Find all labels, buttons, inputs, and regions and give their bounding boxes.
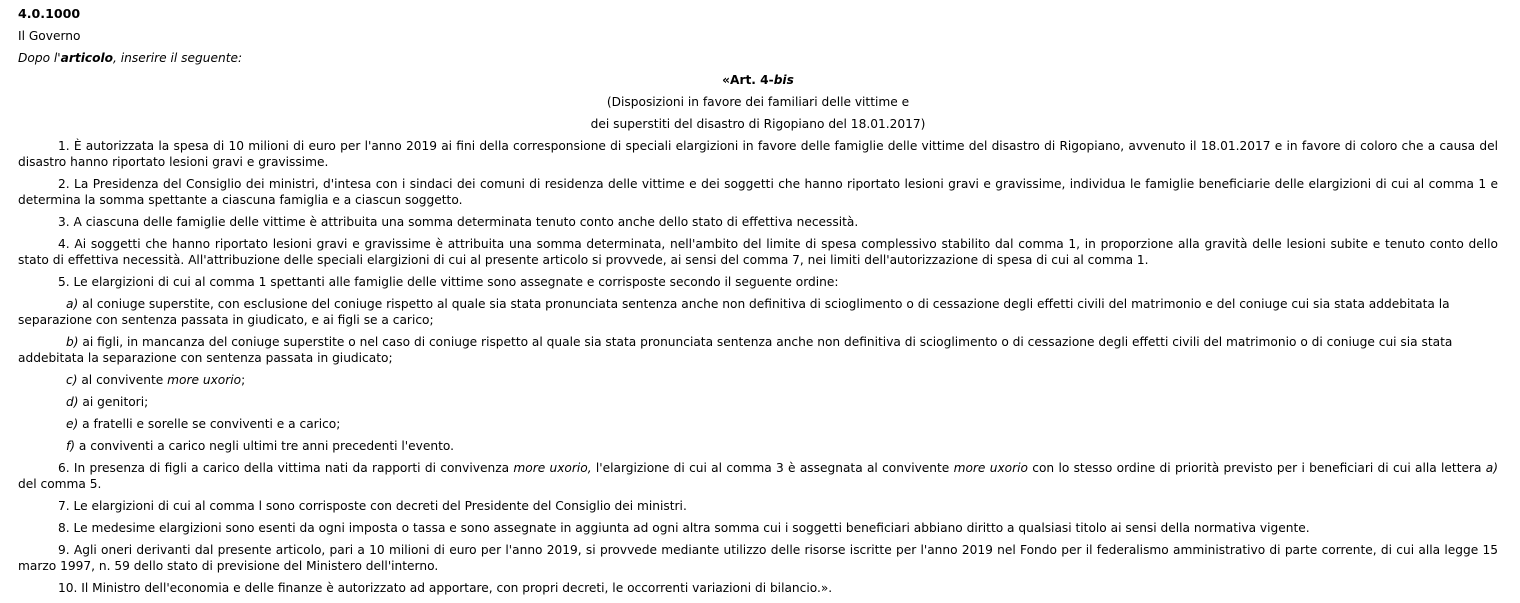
amendment-code: 4.0.1000 [18, 6, 81, 21]
article-title-prefix: «Art. 4- [722, 73, 774, 87]
p6-text-a: 6. In presenza di figli a carico della vittima nati da rapporti di convivenza [58, 461, 514, 475]
paragraph-5: 5. Le elargizioni di cui al comma 1 spettanti alle famiglie delle vittime sono assegnate e corrisposte secondo il seguente ordine: [58, 275, 839, 289]
p6-italic-b: more uxorio, [513, 461, 592, 475]
letter-f-label: f) [66, 439, 76, 453]
letter-c-text: al convivente [77, 373, 168, 387]
p6-italic-d: more uxorio [953, 461, 1028, 475]
letter-b-label: b) [66, 335, 79, 349]
letter-e [18, 416, 1498, 432]
letter-c-label: c) [66, 373, 78, 387]
paragraph-1: 1. È autorizzata la spesa di 10 milioni di euro per l'anno 2019 ai fini della corresponsione di speciali elargizioni in favore delle famiglie delle vittime del disastro di Rigopiano, avvenuto il 18.01.2017 e in favore di coloro che a causa del disastro hanno riportato lesioni gravi e gravissime. [18, 139, 1498, 169]
article-title [18, 72, 1498, 88]
letter-f-text: a conviventi a carico negli ultimi tre anni precedenti l'evento. [75, 439, 454, 453]
letter-d-label: d) [66, 395, 79, 409]
article-subtitle-line2: dei superstiti del disastro di Rigopiano del 18.01.2017) [590, 117, 926, 131]
letter-d-text: ai genitori; [78, 395, 149, 409]
intro-before: Dopo l' [18, 51, 61, 65]
letter-c [18, 372, 1498, 388]
letter-b-text: ai figli, in mancanza del coniuge superstite o nel caso di coniuge rispetto al quale sia stata pronunciata sentenza anche non definitiva di scioglimento o di cessazione degli effetti civili del matrimonio o di coniuge cui sia stata addebitata la separazione con sentenza passata in giudicato; [18, 335, 1453, 365]
letter-a-label: a) [66, 297, 79, 311]
paragraph-8: 8. Le medesime elargizioni sono esenti da ogni imposta o tassa e sono assegnate in aggiunta ad ogni altra somma cui i soggetti beneficiari abbiano diritto a qualsiasi titolo ai sensi della normativa vigente. [58, 521, 1310, 535]
p6-text-c: l'elargizione di cui al comma 3 è assegnata al convivente [591, 461, 954, 475]
amendment-instruction [18, 50, 1498, 66]
letter-b [18, 334, 1498, 366]
paragraph-6 [18, 460, 1498, 492]
letter-f [18, 438, 1498, 454]
intro-bold: articolo [60, 51, 114, 65]
p6-italic-f: a) [1485, 461, 1498, 475]
paragraph-10: 10. Il Ministro dell'economia e delle finanze è autorizzato ad apportare, con propri decreti, le occorrenti variazioni di bilancio.». [58, 581, 833, 595]
letter-c-end: ; [241, 373, 246, 387]
paragraph-4: 4. Ai soggetti che hanno riportato lesioni gravi e gravissime è attribuita una somma determinata, nell'ambito del limite di spesa complessivo stabilito dal comma 1, in proporzione alla gravità delle lesioni subite e tenuto conto dello stato di effettiva necessità. All'attribuzione delle speciali elargizioni di cui al presente articolo si provvede, ai sensi del comma 7, nei limiti dell'autorizzazione di spesa di cui al comma 1. [18, 237, 1498, 267]
letter-a [18, 296, 1498, 328]
paragraph-2: 2. La Presidenza del Consiglio dei ministri, d'intesa con i sindaci dei comuni di residenza delle vittime e dei soggetti che hanno riportato lesioni gravi e gravissime, individua le famiglie beneficiarie delle elargizioni di cui al comma 1 e determina la somma spettante a ciascuna famiglia e a ciascun soggetto. [18, 177, 1498, 207]
letter-e-label: e) [66, 417, 79, 431]
intro-after: , inserire il seguente: [113, 51, 243, 65]
article-title-suffix: bis [773, 73, 794, 87]
proposer: Il Governo [18, 29, 81, 43]
paragraph-9: 9. Agli oneri derivanti dal presente articolo, pari a 10 milioni di euro per l'anno 2019, si provvede mediante utilizzo delle risorse iscritte per l'anno 2019 nel Fondo per il federalismo amministrativo di parte corrente, di cui alla legge 15 marzo 1997, n. 59 dello stato di previsione del Ministero dell'interno. [18, 543, 1498, 573]
letter-d [18, 394, 1498, 410]
paragraph-7: 7. Le elargizioni di cui al comma l sono corrisposte con decreti del Presidente del Consiglio dei ministri. [58, 499, 687, 513]
p6-text-e: con lo stesso ordine di priorità previsto per i beneficiari di cui alla lettera [1027, 461, 1486, 475]
letter-e-text: a fratelli e sorelle se conviventi e a carico; [78, 417, 341, 431]
p6-text-g: del comma 5. [18, 477, 102, 491]
letter-c-italic: more uxorio [167, 373, 242, 387]
article-subtitle-line1: (Disposizioni in favore dei familiari delle vittime e [606, 95, 910, 109]
paragraph-3: 3. A ciascuna delle famiglie delle vittime è attribuita una somma determinata tenuto conto anche dello stato di effettiva necessità. [58, 215, 859, 229]
letter-a-text: al coniuge superstite, con esclusione del coniuge rispetto al quale sia stata pronunciata sentenza anche non definitiva di scioglimento o di cessazione degli effetti civili del matrimonio e del coniuge cui sia stata addebitata la separazione con sentenza passata in giudicato, e ai figli se a carico; [18, 297, 1450, 327]
